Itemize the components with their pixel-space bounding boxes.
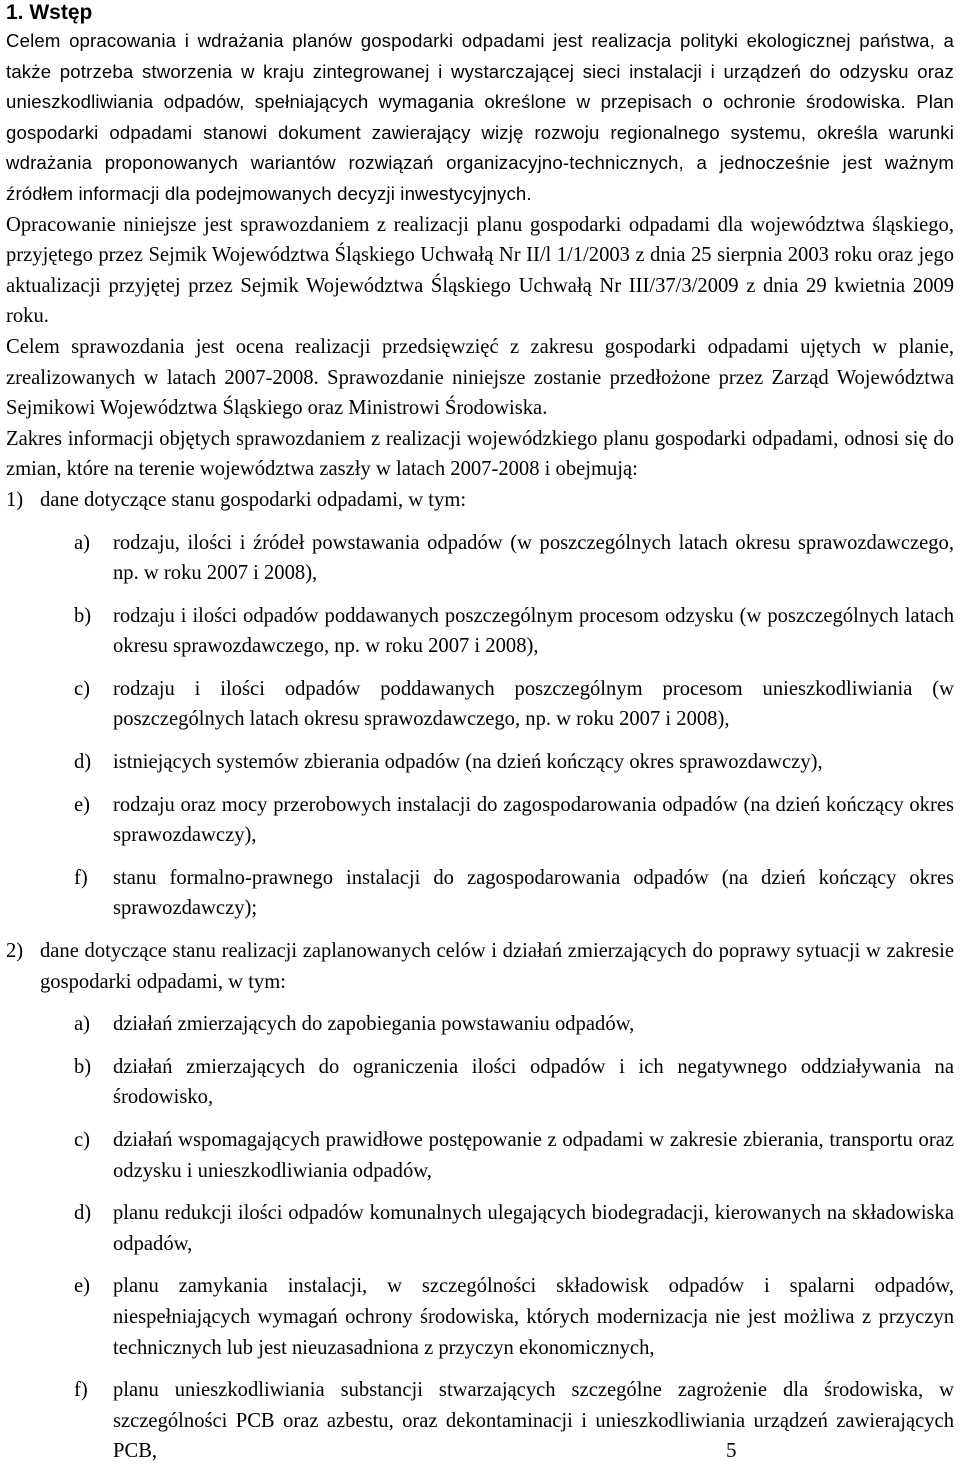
sub-list-item (40, 863, 954, 924)
purpose-paragraph: Celem sprawozdania jest ocena realizacji przedsięwzięć z zakresu gospodarki odpadami ujętych w planie, zrealizowanych w latach 2007-2008. Sprawozdanie niniejsze zostanie przedłożone przez Zarząd Województwa Sejmikowi Województwa Śląskiego oraz Ministrowi Środowiska. (6, 335, 954, 420)
sub-list-item (40, 1052, 954, 1113)
sub-list-marker: d) (74, 1202, 92, 1225)
scope-paragraph: Zakres informacji objętych sprawozdaniem z realizacji wojewódzkiego planu gospodarki odpadami, odnosi się do zmian, które na terenie województwa zaszły w latach 2007-2008 i obejmują: (6, 427, 954, 481)
section-heading: 1. Wstęp (6, 1, 93, 24)
intro-paragraph (6, 26, 954, 210)
sub-list-item (40, 790, 954, 851)
sub-list-marker: c) (74, 677, 90, 700)
sub-list-marker: e) (74, 1275, 90, 1298)
sub-list-text: rodzaju i ilości odpadów poddawanych poszczególnym procesom odzysku (w poszczególnych latach okresu sprawozdawczego, np. w roku 2007 i 2008), (113, 604, 954, 658)
sub-list-item (40, 1009, 954, 1040)
list-marker: 1) (6, 488, 24, 511)
sub-list (40, 1009, 954, 1467)
sub-list-text: planu zamykania instalacji, w szczególności składowisk odpadów i spalarni odpadów, niespełniających wymagań ochrony środowiska, których modernizacja nie jest możliwa z przyczyn technicznych lub jest nieuzasadniona z przyczyn ekonomicznych, (113, 1275, 954, 1359)
sub-list-item (40, 528, 954, 589)
sub-list-marker: d) (74, 751, 92, 774)
sub-list-marker: f) (74, 866, 88, 889)
sub-list-text: planu redukcji ilości odpadów komunalnych ulegających biodegradacji, kierowanych na składowiska odpadów, (113, 1202, 954, 1255)
sub-list (40, 528, 954, 925)
sub-list-text: działań wspomagających prawidłowe postępowanie z odpadami w zakresie zbierania, transportu oraz odzysku i unieszkodliwiania odpadów, (113, 1129, 954, 1182)
list-item-text: dane dotyczące stanu realizacji zaplanowanych celów i działań zmierzających do poprawy sytuacji w zakresie gospodarki odpadami, w tym: (40, 940, 954, 993)
sub-list-marker: f) (74, 1379, 88, 1402)
sub-list-marker: e) (74, 793, 90, 816)
sub-list-text: planu unieszkodliwiania substancji stwarzających szczególne zagrożenie dla środowiska, w szczególności PCB oraz azbestu, oraz dekontaminacji i unieszkodliwiania urządzeń zawierających PCB, (113, 1379, 954, 1463)
scope-list-item (6, 485, 954, 924)
page-number: 5 (726, 1438, 737, 1462)
sub-list-item (40, 1125, 954, 1186)
sub-list-text: rodzaju oraz mocy przerobowych instalacji do zagospodarowania odpadów (na dzień kończący okres sprawozdawczy), (113, 793, 954, 847)
sub-list-item (40, 674, 954, 735)
sub-list-text: działań zmierzających do zapobiegania powstawaniu odpadów, (113, 1013, 635, 1036)
sub-list-marker: a) (74, 531, 90, 554)
scope-list-item (6, 936, 954, 1467)
sub-list-item (40, 1271, 954, 1363)
list-marker: 2) (6, 940, 24, 963)
intro-continued-text: Plan gospodarki odpadami stanowi dokument zawierający wizję rozwoju regionalnego systemu, określa warunki wdrażania proponowanych wariantów rozwiązań organizacyjno-technicznych, a jednocześnie jest ważnym źródłem informacji dla podejmowanych decyzji inwestycyjnych. (6, 91, 954, 204)
sub-list-text: stanu formalno-prawnego instalacji do zagospodarowania odpadów (na dzień kończący okres sprawozdawczy); (113, 866, 954, 920)
sub-list-text: istniejących systemów zbierania odpadów (na dzień kończący okres sprawozdawczy), (113, 751, 823, 774)
list-item-text: dane dotyczące stanu gospodarki odpadami, w tym: (40, 488, 467, 511)
scope-list (6, 485, 954, 1467)
sub-list-marker: c) (74, 1129, 90, 1151)
sub-list-text: działań zmierzających do ograniczenia ilości odpadów i ich negatywnego oddziaływania na środowisko, (113, 1055, 954, 1109)
sub-list-text: rodzaju i ilości odpadów poddawanych poszczególnym procesom unieszkodliwiania (w poszczególnych latach okresu sprawozdawczego, np. w roku 2007 i 2008), (113, 677, 954, 731)
sub-list-item (40, 1375, 954, 1467)
sub-list-marker: b) (74, 1055, 92, 1078)
sub-list-item (40, 1198, 954, 1259)
sub-list-marker: a) (74, 1013, 90, 1036)
sub-list-item (40, 747, 954, 778)
sub-list-item (40, 601, 954, 662)
sub-list-text: rodzaju, ilości i źródeł powstawania odpadów (w poszczególnych latach okresu sprawozdawczego, np. w roku 2007 i 2008), (113, 531, 954, 585)
intro-sans-text: Celem opracowania i wdrażania planów gospodarki odpadami jest realizacja polityki ekologicznej państwa, a także potrzeba stworzenia w kraju zintegrowanej i wystarczającej sieci instalacji i urządzeń do odzysku oraz unieszkodliwiania odpadów, spełniających wymagania określone w przepisach o ochronie środowiska. (6, 30, 954, 113)
report-paragraph: Opracowanie niniejsze jest sprawozdaniem z realizacji planu gospodarki odpadami dla województwa śląskiego, przyjętego przez Sejmik Województwa Śląskiego Uchwałą Nr II/l 1/1/2003 z dnia 25 sierpnia 2003 roku oraz jego aktualizacji przyjętej przez Sejmik Województwa Śląskiego Uchwałą Nr III/37/3/2009 z dnia 29 kwietnia 2009 roku. (6, 213, 954, 328)
sub-list-marker: b) (74, 604, 92, 627)
